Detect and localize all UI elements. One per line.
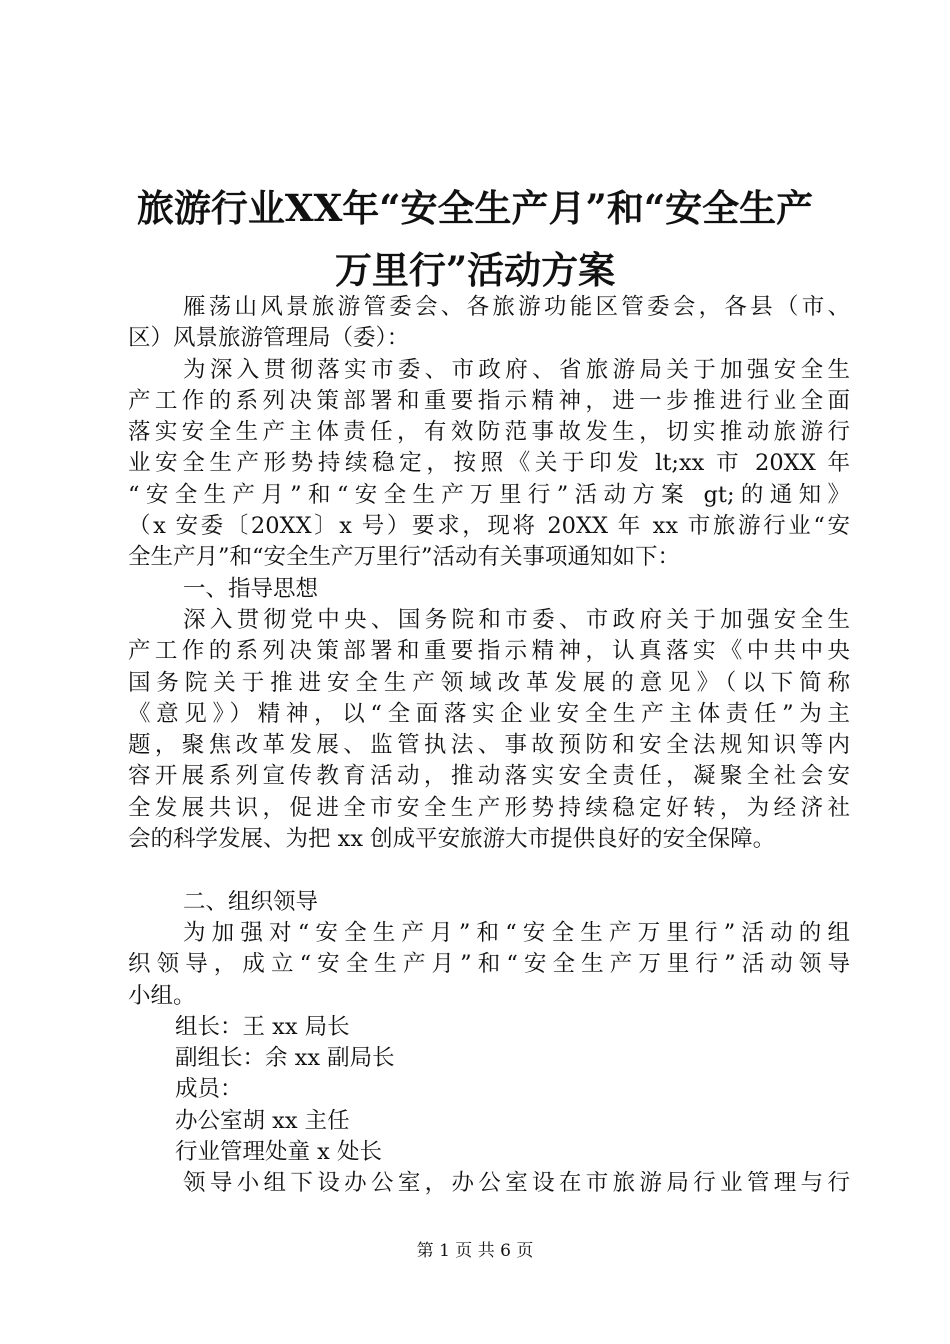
body-line: 领导小组下设办公室，办公室设在市旅游局行业管理与行 <box>183 1170 850 1197</box>
body-line: 题，聚焦改革发展、监管执法、事故预防和安全法规知识等内 <box>128 732 850 759</box>
body-line: 《意见》）精神，以“全面落实企业安全生产主体责任”为主 <box>128 700 850 727</box>
body-line: 国务院关于推进安全生产领域改革发展的意见》（以下简称 <box>128 669 850 696</box>
body-line: 容开展系列宣传教育活动，推动落实安全责任，凝聚全社会安 <box>128 763 850 790</box>
body-line: 区）风景旅游管理局（委）： <box>128 325 410 352</box>
body-line: 小组。 <box>128 982 196 1009</box>
body-line: 产工作的系列决策部署和重要指示精神，认真落实《中共中央 <box>128 638 850 665</box>
body-line: “安全生产月”和“安全生产万里行”活动方案 gt;的通知》 <box>128 481 850 508</box>
body-line: 会的科学发展、为把 xx 创成平安旅游大市提供良好的安全保障。 <box>128 826 776 853</box>
body-line: 落实安全生产主体责任，有效防范事故发生，切实推动旅游行 <box>128 419 850 446</box>
body-line: 为加强对“安全生产月”和“安全生产万里行”活动的组 <box>183 919 850 946</box>
body-line: 副组长：余 xx 副局长 <box>175 1045 395 1072</box>
document-title-line-2: 万里行”活动方案 <box>334 248 616 292</box>
body-line: 产工作的系列决策部署和重要指示精神，进一步推进行业全面 <box>128 387 850 414</box>
document-body <box>128 292 850 1200</box>
page-footer: 第 1 页 共 6 页 <box>416 1241 534 1261</box>
body-line: 办公室胡 xx 主任 <box>175 1107 350 1134</box>
section-heading: 一、指导思想 <box>183 575 319 602</box>
body-line: 全发展共识，促进全市安全生产形势持续稳定好转，为经济社 <box>128 794 850 821</box>
body-line: 为深入贯彻落实市委、市政府、省旅游局关于加强安全生 <box>183 356 850 383</box>
body-line: 行业管理处童 x 处长 <box>175 1139 382 1166</box>
body-line: 深入贯彻党中央、国务院和市委、市政府关于加强安全生 <box>183 606 850 633</box>
body-line: （x 安委〔20XX〕x 号）要求，现将 20XX 年 xx 市旅游行业“安 <box>128 513 850 540</box>
body-line: 业安全生产形势持续稳定，按照《关于印发 lt;xx 市 20XX 年 <box>128 450 850 477</box>
body-line: 织领导，成立“安全生产月”和“安全生产万里行”活动领导 <box>128 951 850 978</box>
body-line: 雁荡山风景旅游管委会、各旅游功能区管委会，各县（市、 <box>183 294 850 320</box>
body-line: 成员： <box>175 1076 243 1103</box>
document-title-line-1: 旅游行业XX年“安全生产月”和“安全生产 <box>136 186 814 230</box>
section-heading: 二、组织领导 <box>183 888 319 915</box>
body-line: 组长：王 xx 局长 <box>175 1013 350 1040</box>
body-line: 全生产月”和“安全生产万里行”活动有关事项通知如下： <box>128 544 681 571</box>
paragraph-spacer <box>128 855 850 886</box>
